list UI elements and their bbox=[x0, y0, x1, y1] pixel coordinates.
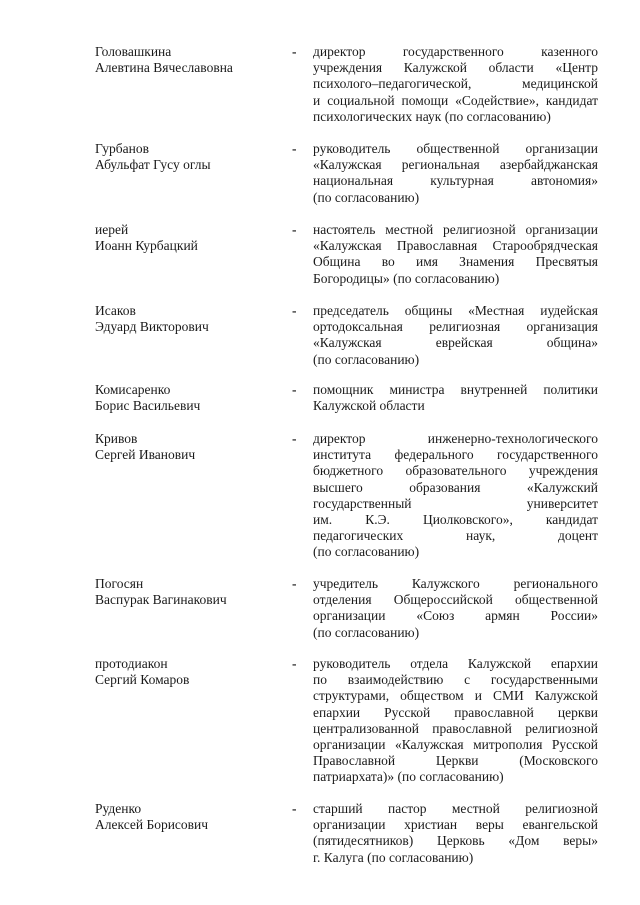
member-name: Исаков Эдуард Викторович bbox=[95, 303, 209, 335]
member-name: Кривов Сергей Иванович bbox=[95, 431, 196, 463]
dash-separator: - bbox=[292, 382, 297, 397]
member-name: иерей Иоанн Курбацкий bbox=[95, 222, 198, 254]
dash-separator: - bbox=[292, 303, 297, 318]
member-name: Погосян Васпурак Вагинакович bbox=[95, 576, 227, 608]
member-description: помощник министра внутренней политики Калужской области bbox=[313, 382, 598, 414]
member-description: директор инженерно-технологического института федерального государственного бюджетного образовательного учреждения высшего образования «Калужский государственный университет им. К.Э. Циолковского», кандидат педагогических наук, доцент (по согласованию) bbox=[313, 431, 598, 560]
dash-separator: - bbox=[292, 141, 297, 156]
member-description: настоятель местной религиозной организации «Калужская Православная Старообрядческая Община во имя Знамения Пресвятыя Богородицы» (по согласованию) bbox=[313, 222, 598, 286]
dash-separator: - bbox=[292, 222, 297, 237]
member-description: руководитель общественной организации «Калужская региональная азербайджанская национальная культурная автономия» (по согласованию) bbox=[313, 141, 598, 205]
member-description: директор государственного казенного учреждения Калужской области «Центр психолого–педагогической, медицинской и социальной помощи «Содействие», кандидат психологических наук (по согласованию) bbox=[313, 44, 598, 124]
member-name: Комисаренко Борис Васильевич bbox=[95, 382, 201, 414]
dash-separator: - bbox=[292, 656, 297, 671]
dash-separator: - bbox=[292, 431, 297, 446]
dash-separator: - bbox=[292, 576, 297, 591]
member-description: учредитель Калужского регионального отделения Общероссийской общественной организации «Союз армян России» (по согласованию) bbox=[313, 576, 598, 640]
dash-separator: - bbox=[292, 801, 297, 816]
member-description: председатель общины «Местная иудейская ортодоксальная религиозная организация «Калужская еврейская община» (по согласованию) bbox=[313, 303, 598, 367]
member-name: Руденко Алексей Борисович bbox=[95, 801, 209, 833]
member-description: старший пастор местной религиозной организации христиан веры евангельской (пятидесятников) Церковь «Дом веры» г. Калуга (по согласованию) bbox=[313, 801, 598, 865]
member-name: Гурбанов Абульфат Гусу оглы bbox=[95, 141, 211, 173]
dash-separator: - bbox=[292, 44, 297, 59]
member-name: протодиакон Сергий Комаров bbox=[95, 656, 190, 688]
member-description: руководитель отдела Калужской епархии по взаимодействию с государственными структурами, обществом и СМИ Калужской епархии Русской православной церкви централизованной православной религиозной организации «Калужская митрополия Русской Православной Церкви (Московского патриархата)» (по согласованию) bbox=[313, 656, 598, 785]
member-name: Головашкина Алевтина Вячеславовна bbox=[95, 44, 233, 76]
